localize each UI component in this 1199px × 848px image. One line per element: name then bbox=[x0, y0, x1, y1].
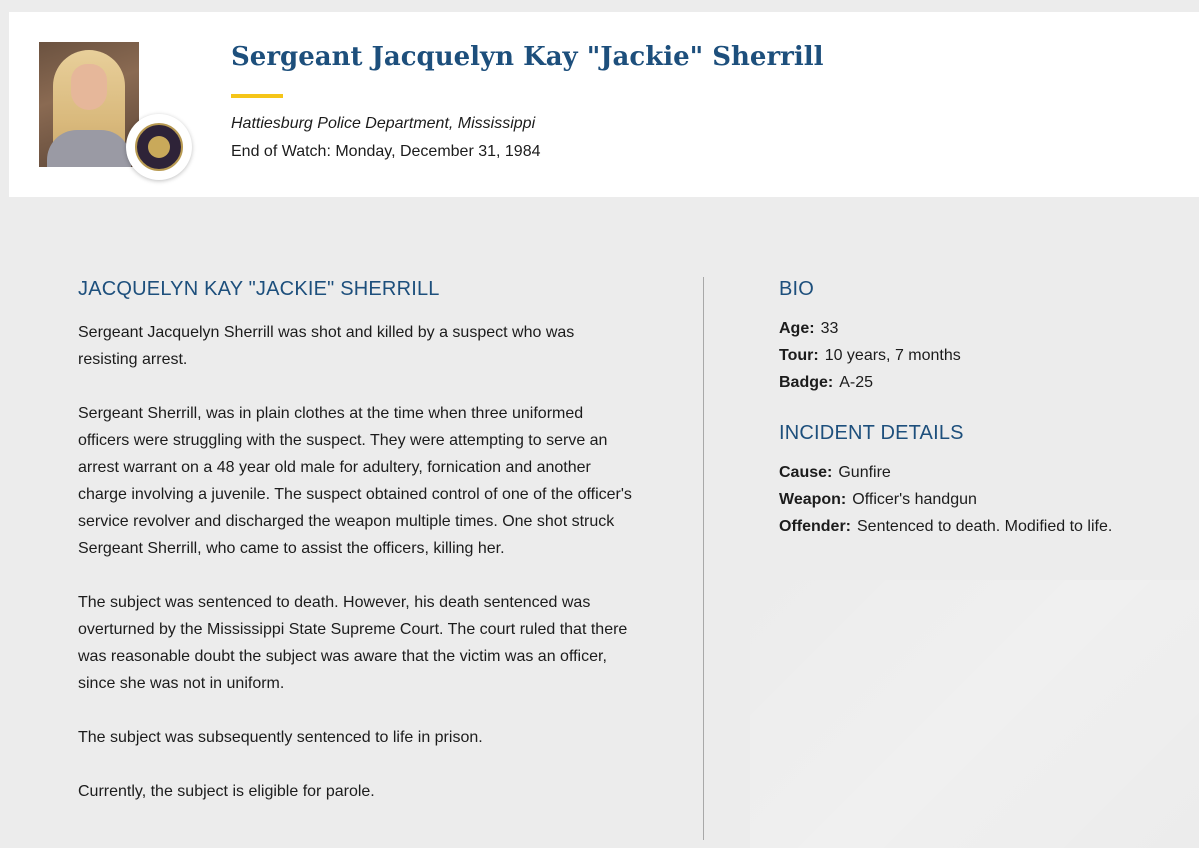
incident-weapon bbox=[779, 486, 1189, 513]
incident-heading: INCIDENT DETAILS bbox=[779, 422, 964, 444]
department-name: Hattiesburg Police Department, Mississippi bbox=[231, 115, 536, 132]
title-accent-bar bbox=[231, 94, 283, 98]
police-seal-icon bbox=[135, 123, 183, 171]
narrative-heading: JACQUELYN KAY "JACKIE" SHERRILL bbox=[78, 278, 440, 300]
detail-value: Gunfire bbox=[838, 464, 891, 481]
narrative-paragraph: Currently, the subject is eligible for parole. bbox=[78, 783, 375, 800]
detail-value: 10 years, 7 months bbox=[824, 347, 961, 364]
detail-label: Badge: bbox=[779, 374, 834, 391]
narrative-paragraph: The subject was sentenced to death. However, his death sentenced was overturned by the Mississippi State Supreme Court. The court ruled that there was reasonable doubt the subject was aware that the victim was an officer, since she was not in uniform. bbox=[78, 594, 628, 692]
detail-value: A-25 bbox=[839, 374, 874, 391]
details-sidebar bbox=[779, 278, 1189, 566]
narrative-paragraph: Sergeant Sherrill, was in plain clothes at the time when three uniformed officers were struggling with the suspect. They were attempting to serve an arrest warrant on a 48 year old male for adultery, fornication and another charge involving a juvenile. The suspect obtained control of one of the officer's service revolver and discharged the weapon multiple times. One shot struck Sergeant Sherrill, who came to assist the officers, killing her. bbox=[78, 405, 632, 557]
detail-value: Officer's handgun bbox=[852, 491, 977, 508]
photo-face bbox=[71, 64, 107, 110]
bio-tour bbox=[779, 342, 1189, 369]
bio-badge bbox=[779, 369, 1189, 396]
column-divider bbox=[703, 277, 704, 840]
officer-header-card bbox=[9, 12, 1199, 197]
detail-label: Offender: bbox=[779, 518, 851, 535]
detail-label: Tour: bbox=[779, 347, 819, 364]
narrative-section bbox=[78, 278, 638, 832]
incident-cause bbox=[779, 459, 1189, 486]
photo-shirt bbox=[47, 130, 131, 167]
narrative-paragraph: The subject was subsequently sentenced to life in prison. bbox=[78, 729, 483, 746]
detail-value: Sentenced to death. Modified to life. bbox=[857, 518, 1113, 535]
detail-label: Weapon: bbox=[779, 491, 847, 508]
detail-value: 33 bbox=[820, 320, 839, 337]
page-title: Sergeant Jacquelyn Kay "Jackie" Sherrill bbox=[231, 42, 824, 72]
detail-label: Age: bbox=[779, 320, 815, 337]
bio-heading: BIO bbox=[779, 278, 815, 300]
department-seal-badge bbox=[126, 114, 192, 180]
background-watermark bbox=[750, 580, 1199, 848]
incident-offender bbox=[779, 513, 1189, 540]
end-of-watch: End of Watch: Monday, December 31, 1984 bbox=[231, 143, 541, 160]
detail-label: Cause: bbox=[779, 464, 833, 481]
bio-age bbox=[779, 315, 1189, 342]
officer-photo bbox=[39, 42, 139, 167]
seal-emblem bbox=[148, 136, 170, 158]
incident-list bbox=[779, 459, 1189, 540]
narrative-paragraph: Sergeant Jacquelyn Sherrill was shot and killed by a suspect who was resisting arrest. bbox=[78, 324, 575, 368]
bio-list bbox=[779, 315, 1189, 396]
